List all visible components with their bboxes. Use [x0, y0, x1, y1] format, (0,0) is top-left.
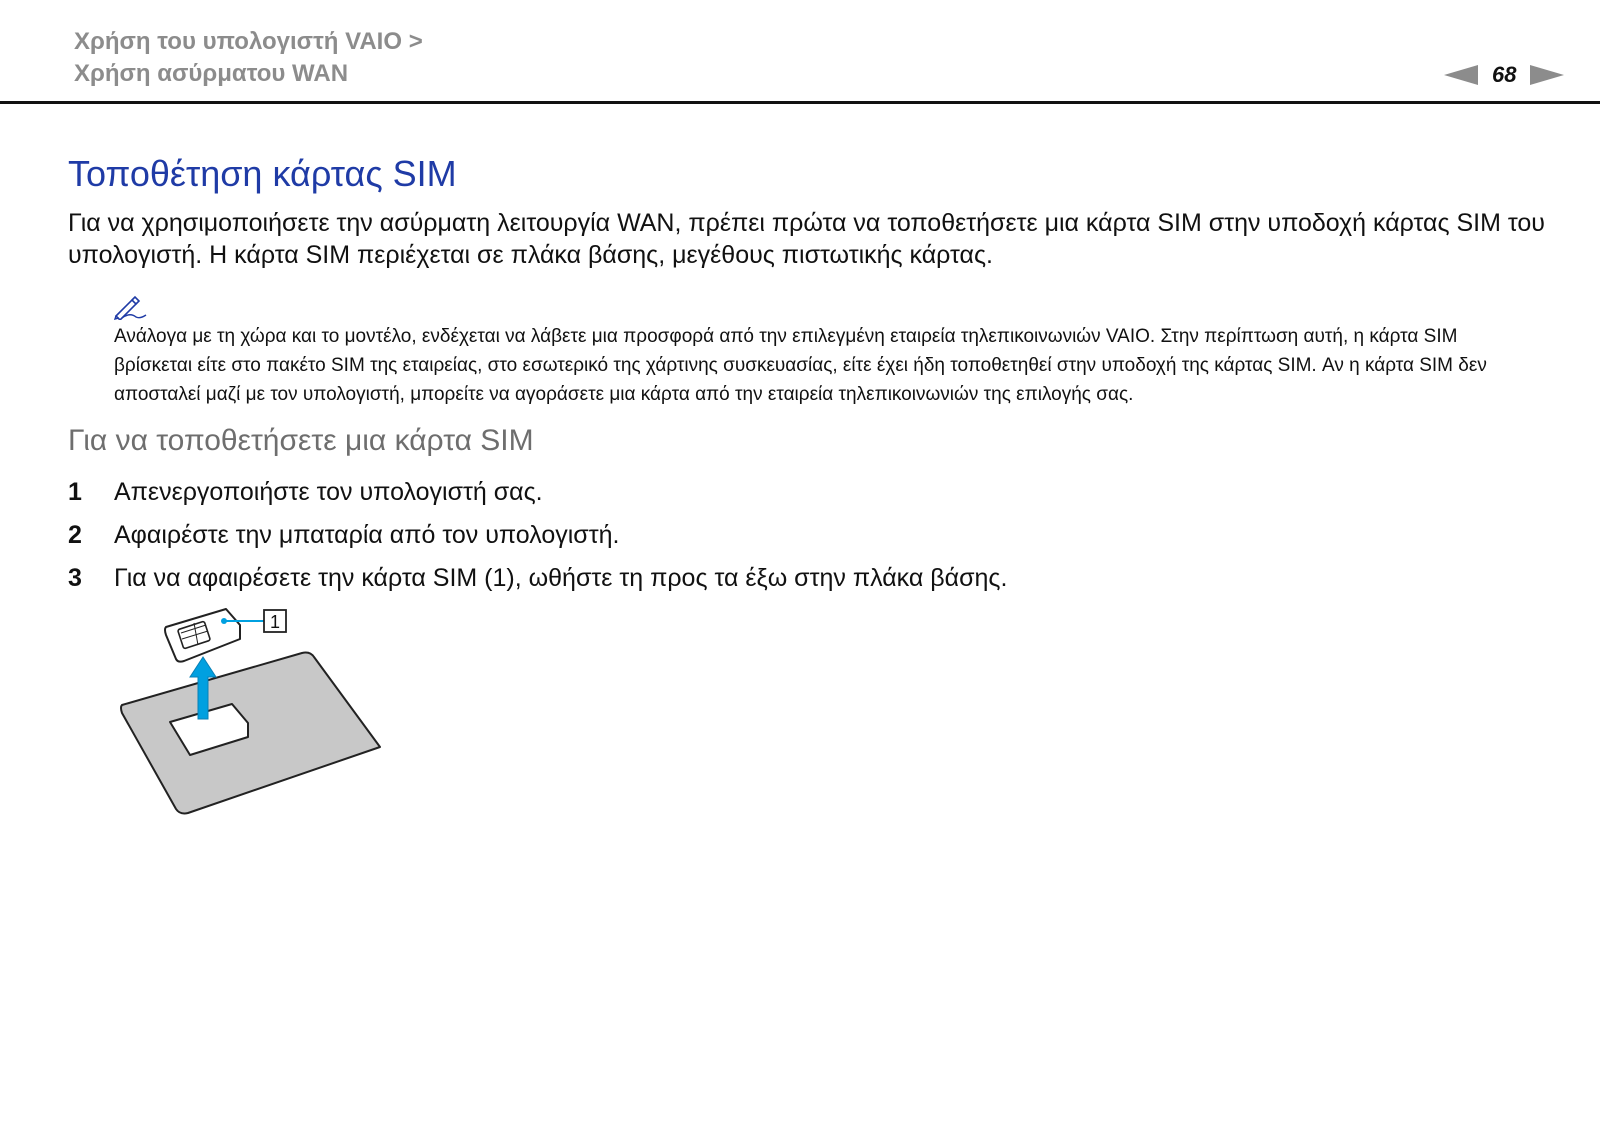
page-number: 68 [1492, 62, 1517, 87]
step-text: Για να αφαιρέσετε την κάρτα SIM (1), ωθήστε τη προς τα έξω στην πλάκα βάσης. [114, 564, 1008, 592]
next-page-arrow-icon[interactable] [1530, 65, 1564, 85]
pencil-note-icon [114, 294, 148, 320]
sim-card-icon [165, 609, 240, 662]
step-text: Απενεργοποιήστε τον υπολογιστή σας. [114, 478, 543, 506]
header-divider [0, 101, 1600, 104]
callout-label: 1 [269, 612, 281, 632]
step-number: 2 [68, 521, 82, 549]
procedure-heading: Για να τοποθετήσετε μια κάρτα SIM [68, 424, 534, 457]
page-navigation [1444, 62, 1564, 88]
base-plate [121, 653, 380, 814]
previous-page-arrow-icon[interactable] [1444, 65, 1478, 85]
page-title: Τοποθέτηση κάρτας SIM [68, 153, 457, 194]
breadcrumb-current: Χρήση ασύρματου WAN [74, 60, 349, 87]
note-text: Ανάλογα με τη χώρα και το μοντέλο, ενδέχεται να λάβετε μια προσφορά από την επιλεγμένη εταιρεία τηλεπικοινωνιών VAIO. Στην περίπτωση αυτή, η κάρτα SIM βρίσκεται είτε στο πακέτο SIM της εταιρείας, στο εσωτερικό της χάρτινης συσκευασίας, είτε έχει ήδη τοποθετηθεί στην υποδοχή της κάρτας SIM. Αν η κάρτα SIM δεν αποσταλεί μαζί με τον υπολογιστή, μπορείτε να αγοράσετε μια κάρτα από την εταιρεία τηλεπικοινωνιών της επιλογής σας. [114, 326, 1487, 405]
step-text: Αφαιρέστε την μπαταρία από τον υπολογιστή. [114, 521, 620, 549]
step-number: 3 [68, 564, 82, 592]
step-number: 1 [68, 478, 82, 506]
sim-removal-illustration [110, 605, 400, 835]
breadcrumb-parent-link[interactable]: Χρήση του υπολογιστή VAIO > [74, 28, 423, 55]
intro-paragraph: Για να χρησιμοποιήσετε την ασύρματη λειτουργία WAN, πρέπει πρώτα να τοποθετήσετε μια κάρτα SIM στην υποδοχή κάρτας SIM του υπολογιστή. Η κάρτα SIM περιέχεται σε πλάκα βάσης, μεγέθους πιστωτικής κάρτας. [68, 209, 1545, 269]
